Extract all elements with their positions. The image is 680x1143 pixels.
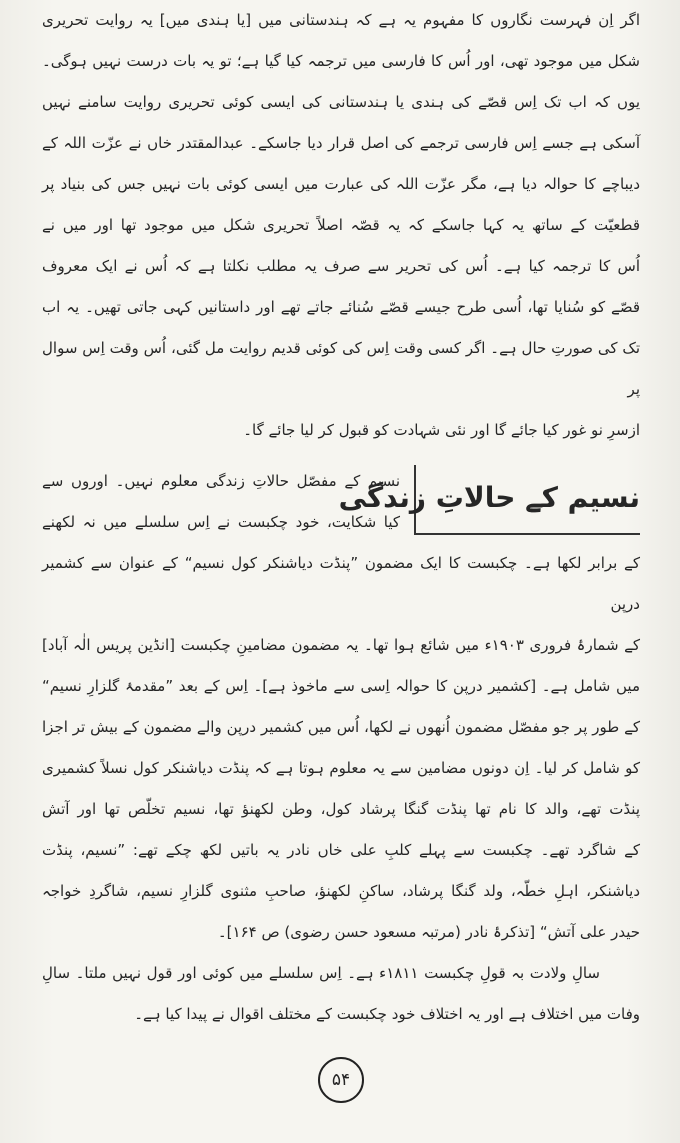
text-line: کے برابر لکھا ہے۔ چکبست کا ایک مضمون ”پنڈت دیاشنکر کول نسیم“ کے عنوان سے کشمیر درپن [42,554,640,613]
text-line: کے شاگرد تھے۔ چکبست سے پہلے کلبِ علی خاں نادر یہ باتیں لکھ چکے تھے: ”نسیم، پنڈت [42,841,640,859]
text-line: پنڈت تھے، والد کا نام تھا پنڈت گنگا پرشاد کول، وطن لکھنؤ تھا، نسیم تخلّص تھا اور آتش [42,800,640,818]
text-line: شکل میں موجود تھی، اور اُس کا فارسی میں ترجمہ کیا گیا ہے؛ تو یہ بات درست نہیں ہوگی۔ [42,52,640,70]
text-line: نسیم کے مفصّل حالاتِ زندگی معلوم نہیں۔ اوروں سے [42,472,400,490]
text-line: اُس کا ترجمہ کیا ہے۔ اُس کی تحریر سے صرف یہ مطلب نکلتا ہے کہ اُس نے ایک معروف [42,257,640,275]
page-number: ۵۴ [318,1057,364,1103]
text-line: حیدر علی آتش“ [تذکرۂ نادر (مرتبہ مسعود حسن رضوی) ص ۱۶۴]۔ [217,923,640,941]
section-biography [42,461,640,1035]
text-line: کے شمارۂ فروری ۱۹۰۳ء میں شائع ہوا تھا۔ یہ مضمون مضامینِ چکبست [انڈین پریس الٰہ آباد] [42,636,640,654]
section-heading: نسیم کے حالاتِ زندگی [414,465,640,535]
text-line: کو شامل کر لیا۔ اِن دونوں مضامین سے یہ معلوم ہوتا ہے کہ پنڈت دیاشنکر کول نسلاً کشمیری [42,759,640,777]
text-line: کیا شکایت، خود چکبست نے اِس سلسلے میں نہ لکھنے [42,513,400,531]
text-line: سالِ ولادت بہ قولِ چکبست ۱۸۱۱ء ہے۔ اِس سلسلے میں کوئی اور قول نہیں ملتا۔ سالِ [42,964,601,982]
text-line: دیاشنکر، اہلِ خطّہ، ولد گنگا پرشاد، ساکنِ لکھنؤ، صاحبِ مثنوی گلزارِ نسیم، شاگردِ خواجہ [42,882,640,900]
text-line: وفات میں اختلاف ہے اور یہ اختلاف خود چکبست کے مختلف اقوال نے پیدا کیا ہے۔ [134,1005,640,1023]
text-line: کے طور پر جو مفصّل مضمون اُنھوں نے لکھا، اُس میں کشمیر درپن والے مضمون کے بیش تر اجزا [42,718,640,736]
text-line: قطعیّت کے ساتھ یہ کہا جاسکے کہ یہ قصّہ اصلاً تحریری شکل میں موجود تھا اور میں نے [42,216,640,234]
text-line: اگر اِن فہرست نگاروں کا مفہوم یہ ہے کہ ہندستانی میں [یا ہندی میں] یہ روایت تحریری [42,11,640,29]
paragraph-top [42,0,640,451]
text-line: قصّے کو سُنایا تھا، اُسی طرح جیسے قصّے سُنائے جاتے تھے اور داستانیں کہی جاتی تھیں۔ یہ اب [42,298,640,316]
text-line: ازسرِ نو غور کیا جائے گا اور نئی شہادت کو قبول کر لیا جائے گا۔ [243,421,640,439]
text-line: تک کی صورتِ حال ہے۔ اگر کسی وقت اِس کی کوئی قدیم روایت مل گئی، اُس وقت اِس سوال پر [42,339,640,398]
text-line: آسکی ہے جسے اِس فارسی ترجمے کی اصل قرار دیا جاسکے۔ عبدالمقتدر خاں نے عزّت اللہ کے [42,134,640,152]
text-line: دیباچے کا حوالہ دیا ہے، مگر عزّت اللہ کی عبارت میں ایسی کوئی بات نہیں جس کی بنیاد پر [42,175,640,193]
text-line: میں شامل ہے۔ [کشمیر درپن کا حوالہ اِسی سے ماخوذ ہے]۔ اِس کے بعد ”مقدمۂ گلزارِ نسیم“ [42,677,640,695]
text-line: یوں کہ اب تک اِس قصّے کی ہندی یا ہندستانی کی ایسی کوئی تحریری روایت سامنے نہیں [42,93,640,111]
